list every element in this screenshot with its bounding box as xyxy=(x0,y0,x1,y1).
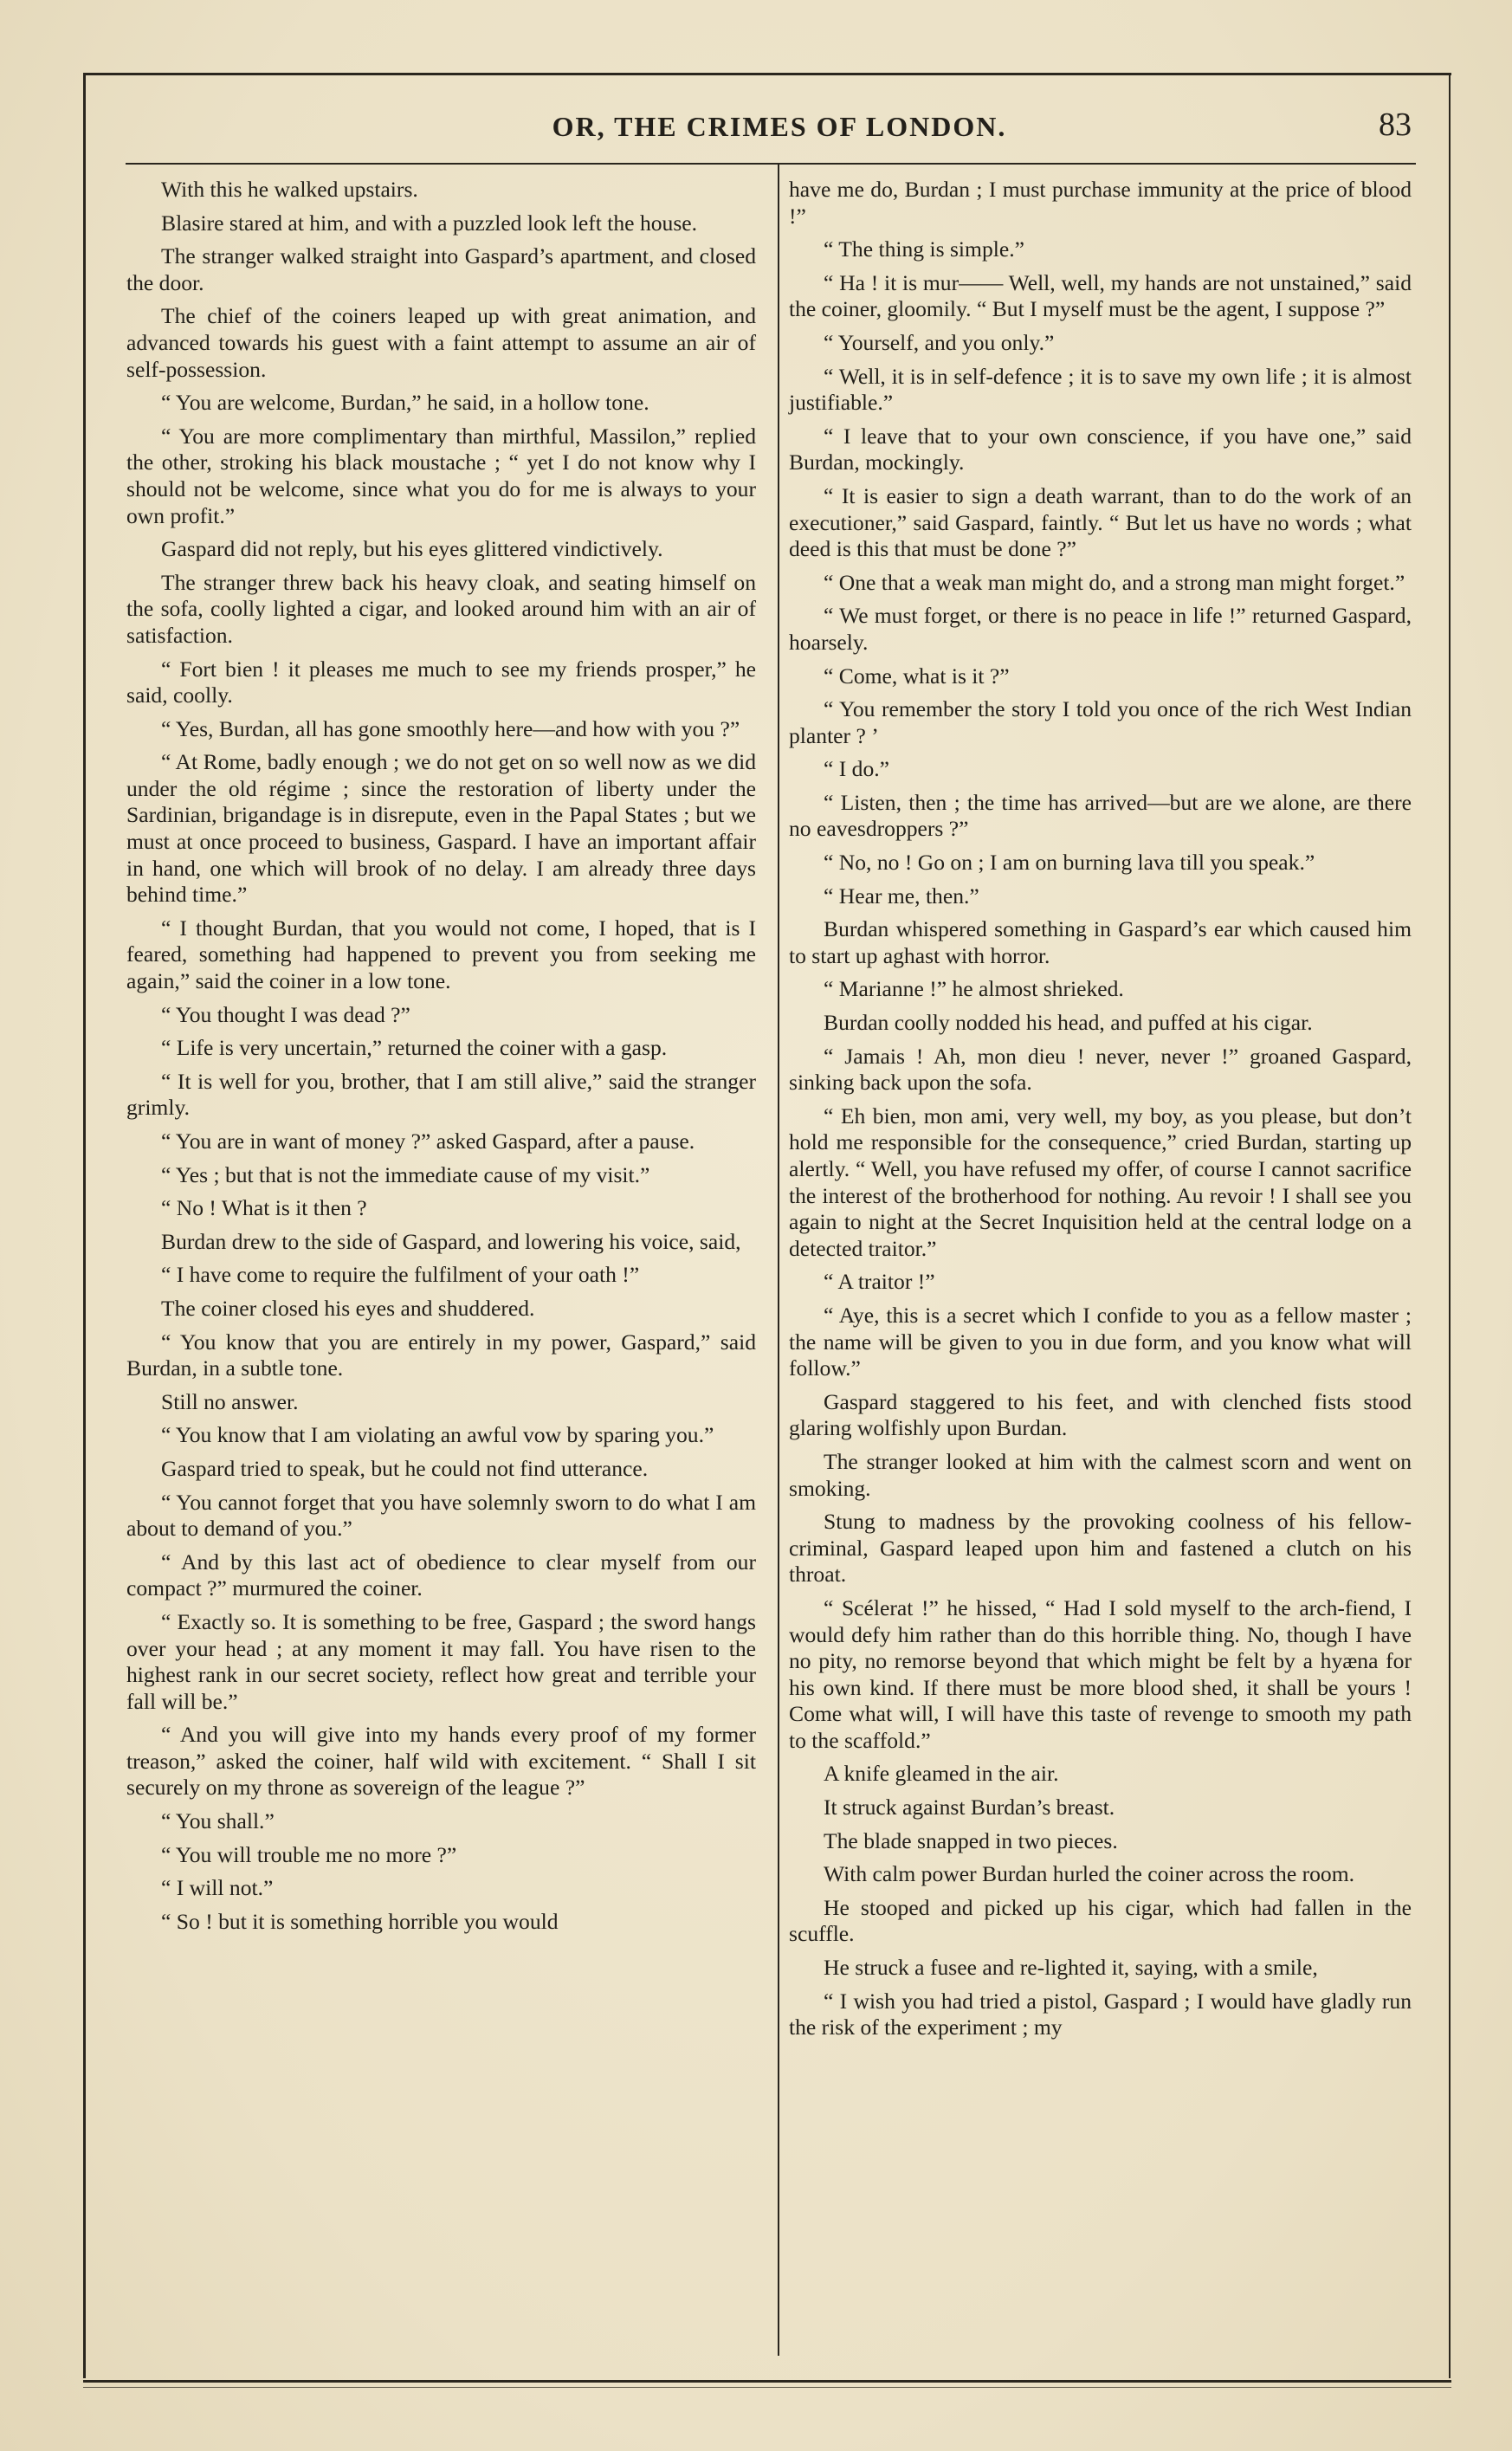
paragraph: “ It is well for you, brother, that I am still alive,” said the stranger grimly. xyxy=(126,1068,756,1121)
paragraph: “ You remember the story I told you once of the rich West Indian planter ? ’ xyxy=(789,696,1412,748)
paragraph: The coiner closed his eyes and shuddered. xyxy=(161,1295,535,1321)
page-number: 83 xyxy=(1379,107,1412,143)
page-frame-left-rule xyxy=(83,73,86,2378)
paragraph: The blade snapped in two pieces. xyxy=(824,1827,1118,1853)
paragraph: “ You know that you are entirely in my power, Gaspard,” said Burdan, in a subtle tone. xyxy=(126,1329,756,1381)
page-frame-bottom-rule xyxy=(83,2380,1451,2383)
paragraph: He stooped and picked up his cigar, which had fallen in the scuffle. xyxy=(789,1894,1412,1947)
paragraph: “ You know that I am violating an awful vow by sparing you.” xyxy=(161,1422,714,1448)
paragraph: “ Hear me, then.” xyxy=(824,883,979,909)
column-divider xyxy=(778,165,779,2356)
paragraph: “ You thought I was dead ?” xyxy=(161,1001,410,1027)
paragraph: “ I wish you had tried a pistol, Gaspard ; I would have gladly run the risk of the experiment ; my xyxy=(789,1988,1412,2040)
paragraph: “ No ! What is it then ? xyxy=(161,1195,367,1221)
paragraph: “ Jamais ! Ah, mon dieu ! never, never !” groaned Gaspard, sinking back upon the sofa. xyxy=(789,1043,1412,1096)
paragraph: “ One that a weak man might do, and a strong man might forget.” xyxy=(824,569,1405,595)
paragraph: “ Aye, this is a secret which I confide to you as a fellow master ; the name will be given to you in due form, and you know what will follow.” xyxy=(789,1302,1412,1381)
paragraph: Burdan whispered something in Gaspard’s ear which caused him to start up aghast with horror. xyxy=(789,916,1412,968)
paragraph: It struck against Burdan’s breast. xyxy=(824,1795,1115,1820)
paragraph: Burdan coolly nodded his head, and puffed at his cigar. xyxy=(824,1010,1313,1036)
running-title: OR, THE CRIMES OF LONDON. xyxy=(552,111,1007,142)
paragraph: With this he walked upstairs. xyxy=(161,177,418,202)
paragraph: With calm power Burdan hurled the coiner across the room. xyxy=(824,1861,1355,1887)
paragraph: Gaspard staggered to his feet, and with clenched fists stood glaring wolfishly upon Burdan. xyxy=(789,1388,1412,1441)
paragraph: “ At Rome, badly enough ; we do not get on so well now as we did under the old régime ; since the restoration of liberty under the Sardinian, brigandage is in disrepute, even in the Papal States ; but we must at once proceed to business, Gaspard. I have an important affair in hand, one which will brook of no delay. I am already three days behind time.” xyxy=(126,749,756,908)
paragraph: Still no answer. xyxy=(161,1388,299,1414)
paragraph: “ Yes ; but that is not the immediate cause of my visit.” xyxy=(161,1161,650,1187)
paragraph: “ You cannot forget that you have solemnly sworn to do what I am about to demand of you.” xyxy=(126,1489,756,1542)
paragraph: “ Marianne !” he almost shrieked. xyxy=(824,976,1124,1002)
left-column xyxy=(126,177,756,1942)
paragraph: “ Scélerat !” he hissed, “ Had I sold myself to the arch-fiend, I would defy him rather than do this horrible thing. No, though I have no pity, no remorse beyond that which might be felt by a hyæna for his own kind. If there must be more blood shed, it shall be yours ! Come what will, I will have this taste of revenge to smooth my path to the scaffold.” xyxy=(789,1594,1412,1753)
paragraph: “ You are in want of money ?” asked Gaspard, after a pause. xyxy=(161,1128,695,1154)
paragraph: “ I leave that to your own conscience, if you have one,” said Burdan, mockingly. xyxy=(789,423,1412,475)
paragraph: “ It is easier to sign a death warrant, than to do the work of an executioner,” said Gaspard, faintly. “ But let us have no words ; what deed is this that must be done ?” xyxy=(789,482,1412,562)
paragraph: “ Well, it is in self-defence ; it is to save my own life ; it is almost justifiable.” xyxy=(789,363,1412,416)
paragraph: “ Yes, Burdan, all has gone smoothly here—and how with you ?” xyxy=(161,715,740,741)
paragraph: “ Yourself, and you only.” xyxy=(824,329,1055,355)
paragraph: The stranger threw back his heavy cloak, and seating himself on the sofa, coolly lighted a cigar, and looked around him with an air of satisfaction. xyxy=(126,569,756,648)
paragraph: “ Ha ! it is mur—— Well, well, my hands are not unstained,” said the coiner, gloomily. “ But I myself must be the agent, I suppose ?” xyxy=(789,269,1412,322)
paragraph: “ A traitor !” xyxy=(824,1269,935,1295)
paragraph: “ No, no ! Go on ; I am on burning lava till you speak.” xyxy=(824,850,1315,876)
paragraph: “ Exactly so. It is something to be free, Gaspard ; the sword hangs over your head ; at any moment it may fall. You have risen to the highest rank in our secret society, reflect how great and terrible your fall will be.” xyxy=(126,1608,756,1714)
paragraph: “ Come, what is it ?” xyxy=(824,663,1010,689)
paragraph: “ I have come to require the fulfilment of your oath !” xyxy=(161,1262,640,1288)
paragraph: Stung to madness by the provoking coolness of his fellow-criminal, Gaspard leaped upon him and fastened a clutch on his throat. xyxy=(789,1509,1412,1588)
paragraph: The stranger walked straight into Gaspard’s apartment, and closed the door. xyxy=(126,243,756,295)
paragraph: “ I thought Burdan, that you would not come, I hoped, that is I feared, something had happened to prevent you from seeking me again,” said the coiner in a low tone. xyxy=(126,915,756,994)
paragraph: “ You are welcome, Burdan,” he said, in a hollow tone. xyxy=(161,390,649,416)
paragraph: Blasire stared at him, and with a puzzled look left the house. xyxy=(161,210,698,236)
paragraph: “ You are more complimentary than mirthful, Massilon,” replied the other, stroking his black moustache ; “ yet I do not know why I should not be welcome, since what you do for me is always to your own profit.” xyxy=(126,423,756,528)
paragraph: “ So ! but it is something horrible you would xyxy=(161,1908,559,1934)
header-rule xyxy=(126,163,1416,165)
paragraph: “ I will not.” xyxy=(161,1875,274,1901)
paragraph: A knife gleamed in the air. xyxy=(824,1761,1059,1787)
paragraph: “ Fort bien ! it pleases me much to see my friends prosper,” he said, coolly. xyxy=(126,656,756,708)
paragraph: Gaspard did not reply, but his eyes glittered vindictively. xyxy=(161,536,663,562)
paragraph: He struck a fusee and re-lighted it, saying, with a smile, xyxy=(824,1955,1318,1981)
right-column xyxy=(789,177,1412,2048)
paragraph: “ Listen, then ; the time has arrived—but are we alone, are there no eavesdroppers ?” xyxy=(789,789,1412,842)
page-frame-top-rule xyxy=(83,73,1451,75)
page-frame-bottom-thin-rule xyxy=(83,2387,1451,2388)
paragraph: “ You will trouble me no more ?” xyxy=(161,1841,457,1867)
paragraph: “ We must forget, or there is no peace in life !” returned Gaspard, hoarsely. xyxy=(789,603,1412,655)
paragraph: The chief of the coiners leaped up with great animation, and advanced towards his guest with a faint attempt to assume an air of self-possession. xyxy=(126,303,756,382)
paragraph: “ And you will give into my hands every proof of my former treason,” asked the coiner, half wild with excitement. “ Shall I sit securely on my throne as sovereign of the league ?” xyxy=(126,1722,756,1801)
paragraph: have me do, Burdan ; I must purchase immunity at the price of blood !” xyxy=(789,177,1412,229)
paragraph: The stranger looked at him with the calmest scorn and went on smoking. xyxy=(789,1448,1412,1501)
paragraph: “ The thing is simple.” xyxy=(824,236,1024,262)
paragraph: “ You shall.” xyxy=(161,1808,275,1834)
paragraph: Burdan drew to the side of Gaspard, and lowering his voice, said, xyxy=(161,1228,741,1254)
paragraph: “ I do.” xyxy=(824,756,890,782)
paragraph: “ Life is very uncertain,” returned the coiner with a gasp. xyxy=(161,1035,668,1061)
page-frame-right-rule xyxy=(1449,73,1451,2378)
paragraph: “ Eh bien, mon ami, very well, my boy, as you please, but don’t hold me responsible for the consequence,” cried Burdan, starting up alertly. “ Well, you have refused my offer, of course I cannot sacrifice the interest of the brotherhood for nothing. Au revoir ! I shall see you again to night at the Secret Inquisition held at the central lodge on a detected traitor.” xyxy=(789,1103,1412,1261)
paragraph: “ And by this last act of obedience to clear myself from our compact ?” murmured the coiner. xyxy=(126,1549,756,1601)
paragraph: Gaspard tried to speak, but he could not find utterance. xyxy=(161,1455,649,1481)
